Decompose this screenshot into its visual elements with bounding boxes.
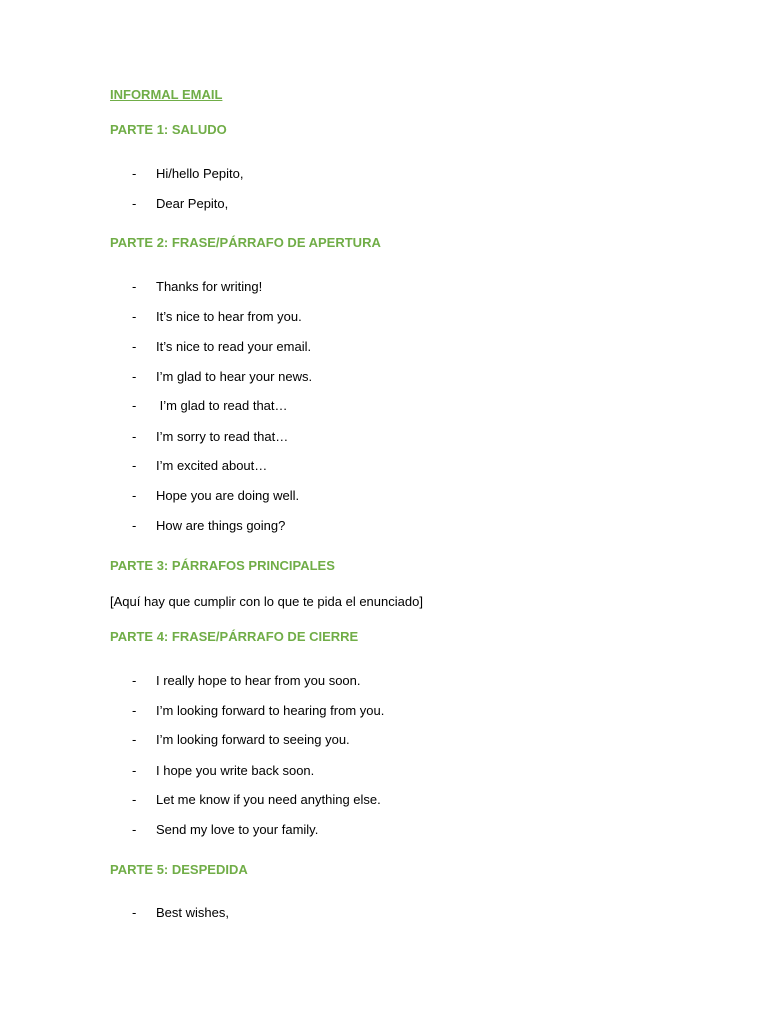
section-heading-principales: PARTE 3: PÁRRAFOS PRINCIPALES <box>110 558 335 573</box>
list-item <box>132 673 361 689</box>
bullet-dash: - <box>132 429 137 444</box>
list-item <box>132 398 288 414</box>
bullet-dash: - <box>132 703 137 718</box>
list-item-text: I hope you write back soon. <box>156 763 315 778</box>
bullet-dash: - <box>132 458 137 473</box>
bullet-dash: - <box>132 309 137 324</box>
bullet-dash: - <box>132 905 137 920</box>
bullet-dash: - <box>132 792 137 807</box>
section-heading-apertura: PARTE 2: FRASE/PÁRRAFO DE APERTURA <box>110 235 381 250</box>
list-item-text: How are things going? <box>156 518 286 533</box>
list-item <box>132 763 314 779</box>
bullet-dash: - <box>132 673 137 688</box>
list-item-text: I’m looking forward to seeing you. <box>156 732 350 747</box>
bullet-dash: - <box>132 822 137 837</box>
section-heading-saludo: PARTE 1: SALUDO <box>110 122 227 137</box>
list-item-text: It’s nice to read your email. <box>156 339 312 354</box>
list-item <box>132 905 229 921</box>
document-title: INFORMAL EMAIL <box>110 87 223 102</box>
list-item <box>132 488 299 504</box>
list-item-text: Let me know if you need anything else. <box>156 792 381 807</box>
section-heading-cierre: PARTE 4: FRASE/PÁRRAFO DE CIERRE <box>110 629 359 644</box>
list-item <box>132 732 350 748</box>
list-item-text: Send my love to your family. <box>156 822 319 837</box>
list-item-text: Thanks for writing! <box>156 279 263 294</box>
list-item-text: Hope you are doing well. <box>156 488 300 503</box>
list-item <box>132 792 381 808</box>
section-heading-despedida: PARTE 5: DESPEDIDA <box>110 862 248 877</box>
list-item <box>132 339 311 355</box>
list-item <box>132 369 312 385</box>
bullet-dash: - <box>132 369 137 384</box>
list-item <box>132 279 262 295</box>
list-item-text: Hi/hello Pepito, <box>156 166 244 181</box>
bullet-dash: - <box>132 166 137 181</box>
bullet-dash: - <box>132 196 137 211</box>
list-item <box>132 703 384 719</box>
list-item-text: I’m sorry to read that… <box>156 429 289 444</box>
bullet-dash: - <box>132 763 137 778</box>
list-item <box>132 309 302 325</box>
list-item <box>132 518 285 534</box>
list-item <box>132 196 228 212</box>
section-paragraph: [Aquí hay que cumplir con lo que te pida el enunciado] <box>110 594 423 609</box>
bullet-dash: - <box>132 398 137 413</box>
list-item-text: I’m glad to hear your news. <box>156 369 313 384</box>
list-item-text: I’m looking forward to hearing from you. <box>156 703 385 718</box>
bullet-dash: - <box>132 518 137 533</box>
list-item <box>132 429 288 445</box>
bullet-dash: - <box>132 339 137 354</box>
list-item-text: I’m excited about… <box>156 458 268 473</box>
list-item-text: It’s nice to hear from you. <box>156 309 302 324</box>
bullet-dash: - <box>132 488 137 503</box>
list-item-text: Dear Pepito, <box>156 196 229 211</box>
bullet-dash: - <box>132 279 137 294</box>
list-item-text: Best wishes, <box>156 905 229 920</box>
bullet-dash: - <box>132 732 137 747</box>
list-item <box>132 166 243 182</box>
list-item-text: I really hope to hear from you soon. <box>156 673 361 688</box>
list-item <box>132 822 318 838</box>
list-item-text: I’m glad to read that… <box>156 398 288 413</box>
list-item <box>132 458 267 474</box>
